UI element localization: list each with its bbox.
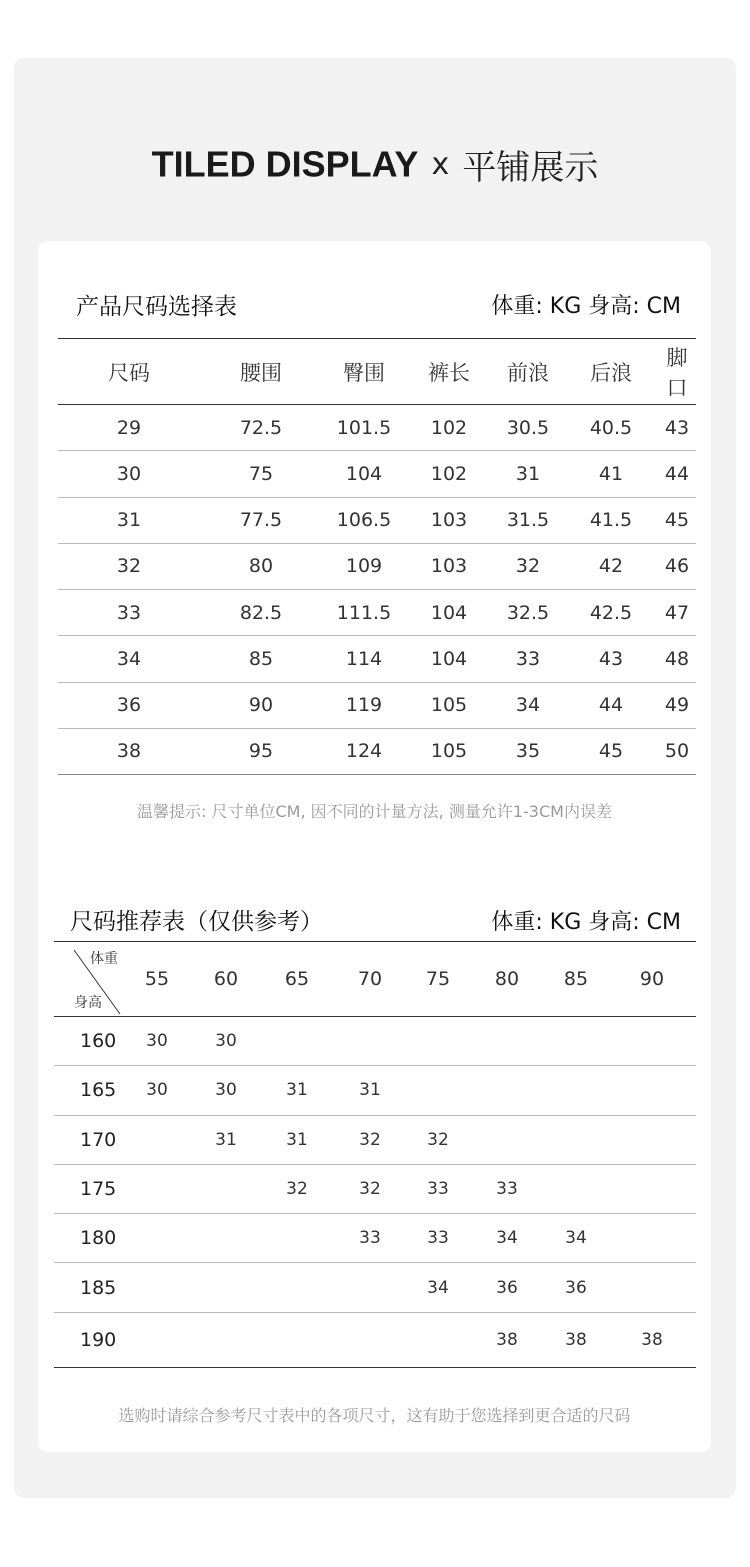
table-cell: 33 — [515, 647, 541, 670]
recommended-size-cell — [122, 1164, 192, 1213]
size-chart-table — [58, 338, 696, 775]
table-cell: 47 — [664, 601, 690, 624]
recommended-size-cell: 38 — [641, 1329, 663, 1350]
recommended-size-cell: 38 — [565, 1329, 587, 1350]
height-row-header: 170 — [80, 1128, 117, 1151]
table-cell: 45 — [598, 740, 624, 763]
corner-height-label: 身高 — [74, 995, 102, 1011]
recommend-title: 尺码推荐表（仅供参考） — [70, 909, 323, 935]
recommended-size-cell: 30 — [215, 1031, 237, 1052]
recommended-size-cell — [544, 1017, 608, 1066]
recommended-size-cell — [608, 1066, 696, 1115]
recommend-header-row — [54, 942, 696, 1017]
recommended-size-cell — [470, 1115, 544, 1164]
recommended-size-cell: 32 — [286, 1179, 308, 1200]
weight-col-header: 60 — [213, 968, 239, 990]
table-cell: 35 — [515, 740, 541, 763]
table-cell: 49 — [664, 694, 690, 717]
recommended-size-cell: 31 — [359, 1080, 381, 1101]
recommended-size-cell: 30 — [146, 1080, 168, 1101]
size-chart-title: 产品尺码选择表 — [76, 294, 237, 320]
size-chart-col-header: 腰围 — [240, 360, 282, 385]
table-cell: 124 — [345, 740, 383, 763]
table-cell: 32 — [515, 555, 541, 578]
table-cell: 103 — [430, 509, 468, 532]
recommended-size-cell — [260, 1017, 334, 1066]
recommended-size-cell — [608, 1164, 696, 1213]
size-chart-col-header: 裤长 — [428, 360, 470, 385]
recommended-size-cell — [122, 1312, 192, 1367]
weight-col-header: 80 — [494, 968, 520, 990]
table-cell: 50 — [664, 740, 690, 763]
table-cell: 104 — [430, 647, 468, 670]
table-cell: 77.5 — [239, 509, 283, 532]
table-row — [54, 1017, 696, 1066]
recommended-size-cell — [260, 1214, 334, 1263]
recommended-size-cell: 33 — [427, 1228, 449, 1249]
recommended-size-cell: 33 — [427, 1179, 449, 1200]
recommended-size-cell — [608, 1017, 696, 1066]
weight-col-header: 65 — [284, 968, 310, 990]
recommended-size-cell — [470, 1017, 544, 1066]
table-cell: 29 — [116, 416, 142, 439]
size-chart-col-header: 后浪 — [590, 360, 632, 385]
table-cell: 82.5 — [239, 601, 283, 624]
height-row-header: 180 — [80, 1227, 117, 1250]
table-cell: 32 — [116, 555, 142, 578]
table-row — [54, 1066, 696, 1115]
size-chart-col-header: 尺码 — [108, 360, 150, 385]
recommended-size-cell: 32 — [359, 1129, 381, 1150]
table-cell: 42.5 — [589, 601, 633, 624]
height-row-header: 165 — [80, 1079, 117, 1102]
recommended-size-cell — [608, 1214, 696, 1263]
table-cell: 109 — [345, 555, 383, 578]
recommended-size-cell — [192, 1312, 260, 1367]
table-cell: 85 — [248, 647, 274, 670]
table-cell: 75 — [248, 462, 274, 485]
recommend-body — [54, 1017, 696, 1368]
table-cell: 31 — [116, 509, 142, 532]
table-row — [58, 543, 696, 589]
recommended-size-cell — [544, 1115, 608, 1164]
table-cell: 31 — [515, 462, 541, 485]
size-chart-tip: 温馨提示: 尺寸单位CM, 因不同的计量方法, 测量允许1-3CM内误差 — [137, 802, 612, 821]
table-row — [54, 1115, 696, 1164]
table-cell: 80 — [248, 555, 274, 578]
table-row — [58, 405, 696, 451]
recommended-size-cell: 33 — [496, 1179, 518, 1200]
table-cell: 102 — [430, 462, 468, 485]
recommended-size-cell — [192, 1214, 260, 1263]
table-cell: 38 — [116, 740, 142, 763]
recommended-size-cell — [122, 1263, 192, 1312]
table-cell: 41.5 — [589, 509, 633, 532]
size-card — [38, 241, 711, 1452]
recommended-size-cell: 36 — [565, 1277, 587, 1298]
table-cell: 42 — [598, 555, 624, 578]
heading-english: TILED DISPLAY — [151, 143, 419, 185]
table-row — [58, 451, 696, 497]
recommend-unit-note: 体重: KG 身高: CM — [491, 910, 681, 935]
table-cell: 102 — [430, 416, 468, 439]
recommend-tip: 选购时请综合参考尺寸表中的各项尺寸，这有助于您选择到更合适的尺码 — [118, 1406, 631, 1425]
height-row-header: 190 — [80, 1328, 117, 1351]
size-chart-col-header: 脚口 — [666, 345, 688, 400]
table-cell: 111.5 — [336, 601, 392, 624]
page-heading — [0, 140, 750, 189]
table-cell: 45 — [664, 509, 690, 532]
table-cell: 105 — [430, 694, 468, 717]
table-cell: 106.5 — [336, 509, 392, 532]
size-chart-unit-note: 体重: KG 身高: CM — [491, 294, 681, 319]
corner-weight-label: 体重 — [90, 951, 118, 967]
table-cell: 33 — [116, 601, 142, 624]
table-cell: 34 — [116, 647, 142, 670]
table-cell: 101.5 — [336, 416, 392, 439]
recommended-size-cell: 36 — [496, 1277, 518, 1298]
recommended-size-cell: 31 — [286, 1080, 308, 1101]
recommended-size-cell — [260, 1263, 334, 1312]
height-row-header: 175 — [80, 1178, 117, 1201]
recommended-size-cell — [406, 1066, 470, 1115]
recommended-size-cell: 32 — [427, 1129, 449, 1150]
recommended-size-cell — [406, 1017, 470, 1066]
recommended-size-cell — [544, 1066, 608, 1115]
table-cell: 103 — [430, 555, 468, 578]
table-cell: 40.5 — [589, 416, 633, 439]
table-row — [54, 1164, 696, 1213]
weight-col-header: 55 — [144, 968, 170, 990]
height-row-header: 160 — [80, 1030, 117, 1053]
size-chart-body — [58, 405, 696, 775]
recommended-size-cell: 33 — [359, 1228, 381, 1249]
table-cell: 44 — [598, 694, 624, 717]
recommended-size-cell — [470, 1066, 544, 1115]
recommended-size-cell — [192, 1164, 260, 1213]
table-row — [58, 590, 696, 636]
table-cell: 30.5 — [506, 416, 550, 439]
recommended-size-cell: 34 — [496, 1228, 518, 1249]
size-chart-col-header: 臀围 — [343, 360, 385, 385]
recommended-size-cell: 31 — [215, 1129, 237, 1150]
recommended-size-cell — [192, 1263, 260, 1312]
recommended-size-cell: 30 — [215, 1080, 237, 1101]
table-cell: 90 — [248, 694, 274, 717]
recommended-size-cell: 34 — [427, 1277, 449, 1298]
table-cell: 95 — [248, 740, 274, 763]
table-cell: 43 — [664, 416, 690, 439]
weight-col-header: 70 — [357, 968, 383, 990]
weight-col-header: 85 — [563, 968, 589, 990]
recommended-size-cell — [334, 1017, 406, 1066]
table-row — [58, 728, 696, 774]
recommended-size-cell: 38 — [496, 1329, 518, 1350]
recommended-size-cell — [260, 1312, 334, 1367]
table-cell: 105 — [430, 740, 468, 763]
recommended-size-cell: 31 — [286, 1129, 308, 1150]
table-cell: 104 — [430, 601, 468, 624]
corner-cell — [54, 942, 122, 1017]
recommended-size-cell — [608, 1115, 696, 1164]
table-cell: 32.5 — [506, 601, 550, 624]
table-cell: 44 — [664, 462, 690, 485]
recommended-size-cell — [122, 1214, 192, 1263]
table-cell: 46 — [664, 555, 690, 578]
table-cell: 30 — [116, 462, 142, 485]
recommend-table — [54, 941, 696, 1368]
recommended-size-cell — [334, 1312, 406, 1367]
recommended-size-cell — [406, 1312, 470, 1367]
height-row-header: 185 — [80, 1276, 117, 1299]
size-chart-header-row — [58, 339, 696, 405]
heading-separator: x — [431, 147, 450, 182]
table-cell: 41 — [598, 462, 624, 485]
table-row — [58, 636, 696, 682]
table-cell: 72.5 — [239, 416, 283, 439]
weight-col-header: 90 — [639, 968, 665, 990]
table-cell: 104 — [345, 462, 383, 485]
table-row — [58, 682, 696, 728]
table-cell: 119 — [345, 694, 383, 717]
heading-chinese: 平铺展示 — [462, 148, 599, 188]
table-row — [54, 1263, 696, 1312]
table-cell: 31.5 — [506, 509, 550, 532]
table-cell: 34 — [515, 694, 541, 717]
recommended-size-cell: 32 — [359, 1179, 381, 1200]
recommended-size-cell — [122, 1115, 192, 1164]
table-cell: 43 — [598, 647, 624, 670]
table-cell: 36 — [116, 694, 142, 717]
recommended-size-cell — [544, 1164, 608, 1213]
size-chart-col-header: 前浪 — [507, 360, 549, 385]
weight-col-header: 75 — [425, 968, 451, 990]
recommended-size-cell — [334, 1263, 406, 1312]
table-row — [54, 1214, 696, 1263]
recommended-size-cell: 34 — [565, 1228, 587, 1249]
table-row — [58, 497, 696, 543]
table-row — [54, 1312, 696, 1367]
table-cell: 114 — [345, 647, 383, 670]
recommended-size-cell — [608, 1263, 696, 1312]
table-cell: 48 — [664, 647, 690, 670]
recommended-size-cell: 30 — [146, 1031, 168, 1052]
